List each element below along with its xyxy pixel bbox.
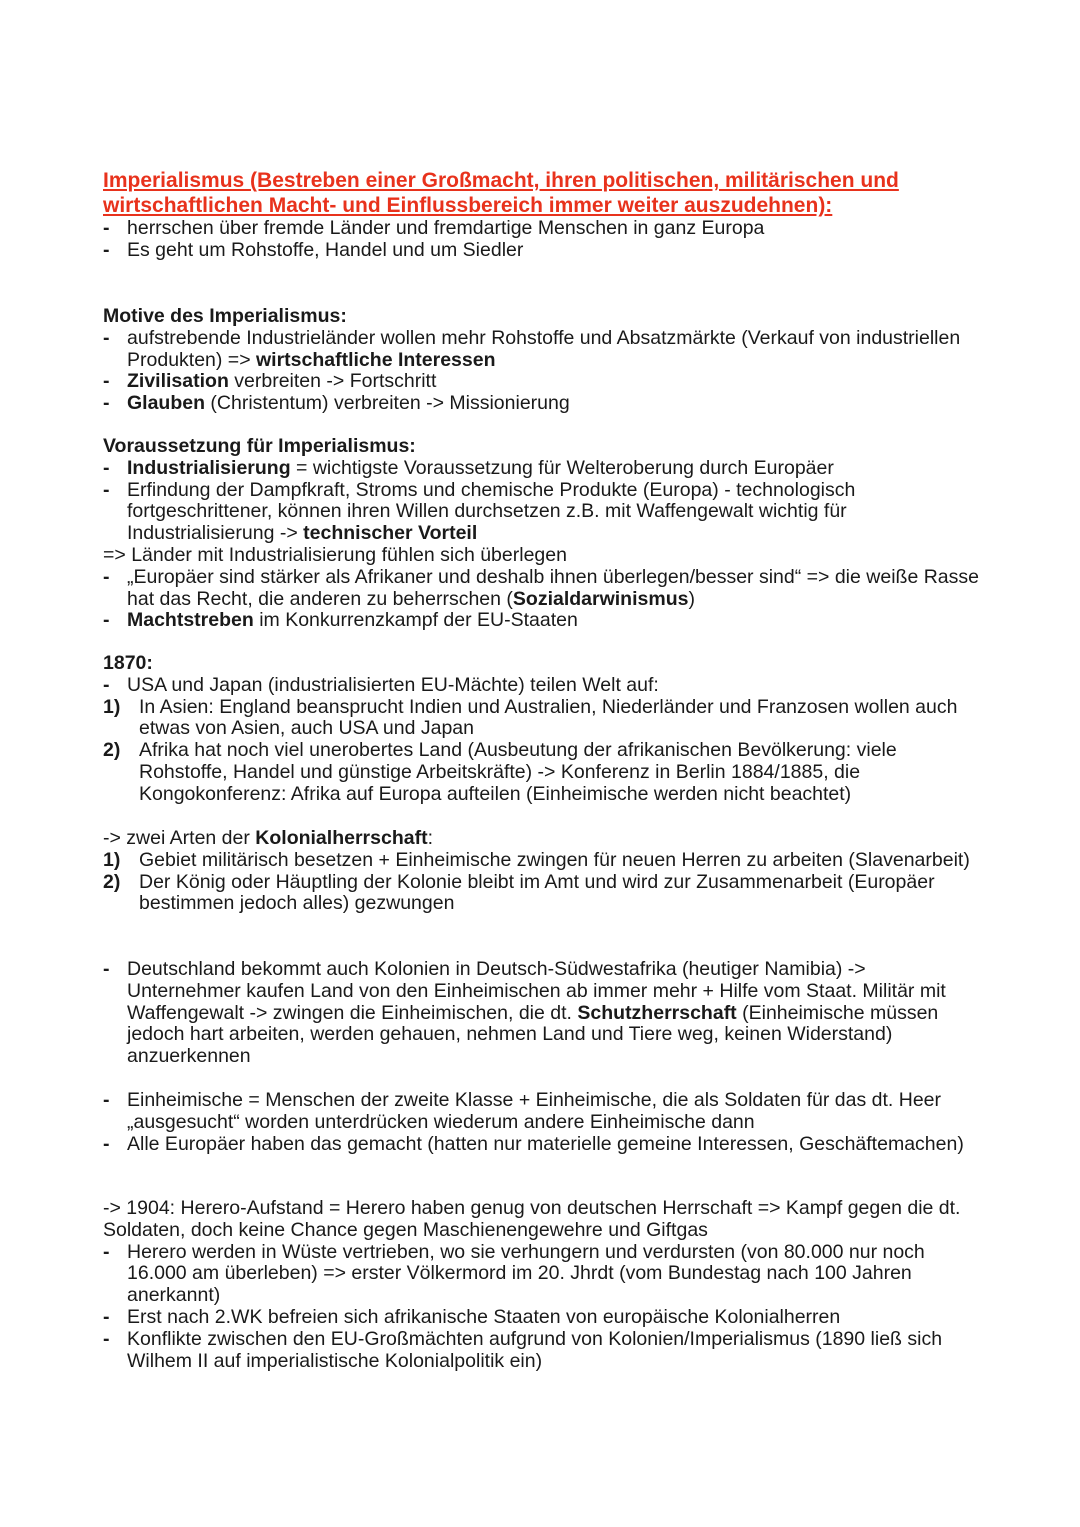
- conclusion-line: => Länder mit Industrialisierung fühlen sich überlegen: [103, 543, 567, 566]
- bold-term: wirtschaftliche Interessen: [256, 348, 496, 371]
- bullet-dash: -: [103, 326, 110, 349]
- bullet-dash: -: [103, 958, 110, 980]
- section-heading: Motive des Imperialismus:: [103, 305, 347, 327]
- bullet-dash: -: [103, 1327, 110, 1350]
- item-text: Konflikte zwischen den EU-Großmächten aufgrund von Kolonien/Imperialismus (1890 ließ sich Wilhem II auf imperialistische Kolonialpolitik ein): [127, 1327, 943, 1372]
- kolonialherrschaft-section: [103, 828, 980, 915]
- item-text: Gebiet militärisch besetzen + Einheimische zwingen für neuen Herren zu arbeiten (Slavenarbeit): [139, 848, 970, 871]
- item-text: aufstrebende Industrieländer wollen mehr Rohstoffe und Absatzmärkte (Verkauf von industriellen Produkten) =>: [127, 326, 961, 371]
- bullet-dash: -: [103, 238, 110, 261]
- title-line-1: Imperialismus (Bestreben einer Großmacht, ihren politischen, militärischen und: [103, 169, 899, 192]
- bullet-dash: -: [103, 673, 110, 696]
- item-text: :: [427, 827, 433, 849]
- item-text: -> zwei Arten der: [103, 827, 256, 849]
- list-item: [103, 1307, 980, 1329]
- list-item: [103, 240, 980, 262]
- title-line-2: wirtschaftlichen Macht- und Einflussbereich immer weiter auszudehnen):: [103, 194, 833, 217]
- list-item: [103, 458, 980, 480]
- item-text: Es geht um Rohstoffe, Handel und um Siedler: [127, 238, 524, 261]
- item-text: ): [688, 587, 695, 610]
- item-text: (Christentum) verbreiten -> Missionierung: [205, 392, 570, 415]
- list-item: [103, 567, 980, 611]
- item-text: USA und Japan (industrialisierten EU-Mächte) teilen Welt auf:: [127, 673, 659, 696]
- numbered-item: [103, 740, 980, 805]
- item-text: im Konkurrenzkampf der EU-Staaten: [253, 609, 578, 632]
- bullet-dash: -: [103, 1305, 110, 1328]
- item-text: Alle Europäer haben das gemacht (hatten nur materielle gemeine Interessen, Geschäftemachen): [127, 1132, 964, 1155]
- bold-term: Sozialdarwinismus: [512, 587, 689, 610]
- number-marker: 1): [103, 695, 121, 718]
- bold-term: Machtstreben: [127, 609, 254, 632]
- motive-section: [103, 306, 980, 415]
- item-text: Erst nach 2.WK befreien sich afrikanische Staaten von europäische Kolonialherren: [127, 1305, 841, 1328]
- bullet-dash: -: [103, 565, 110, 588]
- item-text: verbreiten -> Fortschritt: [228, 370, 437, 393]
- list-item: [103, 328, 980, 372]
- bullet-dash: -: [103, 1089, 110, 1111]
- einheimische-section: [103, 1090, 980, 1155]
- item-text: Afrika hat noch viel unerobertes Land (Ausbeutung der afrikanischen Bevölkerung: viele Rohstoffe, Handel und günstige Arbeitskräfte) -> Konferenz in Berlin 1884/1885, die Kongokonferenz: Afrika auf Europa aufteilen (Einheimische werden nicht beachtet): [139, 739, 897, 805]
- number-marker: 2): [103, 870, 121, 893]
- bullet-dash: -: [103, 609, 110, 632]
- bold-term: Schutzherrschaft: [577, 1001, 737, 1024]
- number-marker: 2): [103, 739, 121, 762]
- section-1870: [103, 653, 980, 806]
- numbered-item: [103, 872, 980, 916]
- number-marker: 1): [103, 848, 121, 871]
- list-item: [103, 1134, 980, 1156]
- list-item: [103, 371, 980, 393]
- section-heading: 1870:: [103, 652, 153, 674]
- list-item: [103, 1242, 980, 1307]
- bullet-dash: -: [103, 1240, 110, 1263]
- bullet-dash: -: [103, 217, 110, 239]
- list-item: [103, 1090, 980, 1134]
- list-item: [103, 218, 980, 240]
- bullet-dash: -: [103, 392, 110, 415]
- list-item: [103, 1329, 980, 1373]
- section-intro: -> 1904: Herero-Aufstand = Herero haben genug von deutschen Herrschaft => Kampf gegen die dt. Soldaten, doch keine Chance gegen Maschienengewehre und Giftgas: [103, 1197, 961, 1241]
- item-text: = wichtigste Voraussetzung für Welteroberung durch Europäer: [290, 456, 834, 479]
- voraussetzung-section: [103, 436, 980, 632]
- item-text: herrschen über fremde Länder und fremdartige Menschen in ganz Europa: [127, 217, 765, 239]
- bullet-dash: -: [103, 370, 110, 393]
- item-text: (Einheimische müssen jedoch hart arbeiten, werden gehauen, nehmen Land und Tiere weg, keinen Widerstand) anzuerkennen: [127, 1001, 939, 1068]
- bullet-dash: -: [103, 1132, 110, 1155]
- bold-term: Industrialisierung: [127, 456, 291, 479]
- list-item: [103, 393, 980, 415]
- bold-term: Glauben: [127, 392, 206, 415]
- intro-list: [103, 218, 980, 262]
- bold-term: Zivilisation: [127, 370, 229, 393]
- bullet-dash: -: [103, 478, 110, 501]
- numbered-item: [103, 850, 980, 872]
- bold-term: Kolonialherrschaft: [255, 827, 428, 849]
- list-item: [103, 610, 980, 632]
- item-text: „Europäer sind stärker als Afrikaner und deshalb ihnen überlegen/besser sind“ => die weiße Rasse hat das Recht, die anderen zu beherrschen (: [127, 565, 979, 610]
- list-item: [103, 675, 980, 697]
- section-intro: [103, 828, 980, 850]
- item-text: Herero werden in Wüste vertrieben, wo sie verhungern und verdursten (von 80.000 nur noch 16.000 am überleben) => erster Völkermord im 20. Jhrdt (vom Bundestag nach 100 Jahren anerkannt): [127, 1240, 925, 1307]
- item-text: Erfindung der Dampfkraft, Stroms und chemische Produkte (Europa) - technologisch fortgeschrittener, können ihren Willen durchsetzen z.B. mit Waffengewalt wichtig für Industrialisierung ->: [127, 478, 856, 545]
- document-title: [103, 168, 980, 218]
- numbered-item: [103, 697, 980, 741]
- section-heading: Voraussetzung für Imperialismus:: [103, 435, 416, 457]
- item-text: Der König oder Häuptling der Kolonie bleibt im Amt und wird zur Zusammenarbeit (Europäer bestimmen jedoch alles) gezwungen: [139, 870, 935, 915]
- bullet-dash: -: [103, 456, 110, 479]
- item-text: Deutschland bekommt auch Kolonien in Deutsch-Südwestafrika (heutiger Namibia) -> Unternehmer kaufen Land von den Einheimischen ab immer mehr + Hilfe vom Staat. Militär mit Waffengewalt -> zwingen die Einheimischen, die dt.: [127, 958, 946, 1024]
- bold-term: technischer Vorteil: [303, 522, 478, 545]
- list-item: [103, 480, 980, 545]
- herero-section: [103, 1198, 980, 1372]
- list-item: [103, 959, 980, 1068]
- deutschland-section: [103, 959, 980, 1068]
- item-text: In Asien: England beansprucht Indien und Australien, Niederländer und Franzosen wollen auch etwas von Asien, auch USA und Japan: [139, 695, 958, 740]
- item-text: Einheimische = Menschen der zweite Klasse + Einheimische, die als Soldaten für das dt. Heer „ausgesucht“ worden unterdrücken wiederum andere Einheimische dann: [127, 1089, 942, 1133]
